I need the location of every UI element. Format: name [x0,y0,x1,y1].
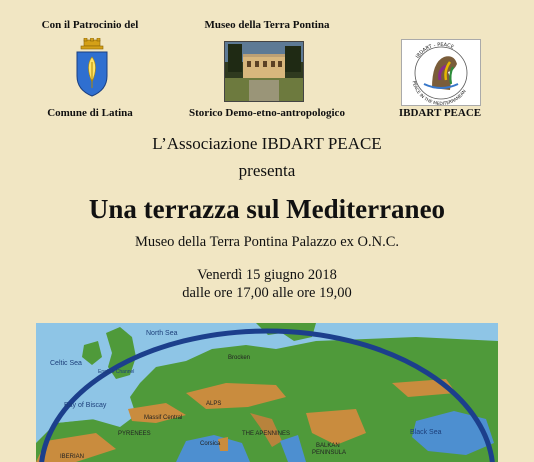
ibdart-logo-top-text: IBDART - PEACE [414,41,455,60]
patron-ibdart-name: IBDART PEACE [398,107,482,119]
patron-latina-heading: Con il Patrocinio del [41,19,139,31]
patron-museum-heading: Museo della Terra Pontina [204,19,330,31]
ibdart-logo-bottom-text: PEACE IN THE MEDITERRANEAN [410,80,468,106]
label-bay-of-biscay: Bay of Biscay [64,402,107,409]
label-pyrenees: PYRENEES [118,431,151,437]
organizer-line: L’Associazione IBDART PEACE [152,134,382,153]
label-black-sea: Black Sea [410,429,442,436]
patron-museum-name: Storico Demo-etno-antropologico [189,107,345,119]
label-corsica: Corsica [200,441,221,447]
label-balkan: BALKAN [316,443,340,449]
europe-map [36,323,498,462]
label-iberian: IBERIAN [60,454,85,460]
event-venue: Museo della Terra Pontina Palazzo ex O.N.C. [134,234,400,250]
event-title: Una terrazza sul Mediterraneo [88,194,446,224]
label-alps: ALPS [206,401,222,407]
ibdart-peace-logo-icon [401,39,481,106]
label-north-sea: North Sea [146,330,178,337]
museum-building-photo [224,41,304,102]
label-celtic-sea: Celtic Sea [50,360,82,367]
latina-coat-of-arms-icon [72,38,112,98]
label-apennines: THE APENNINES [242,431,291,437]
patron-latina-name: Comune di Latina [47,107,133,119]
event-hours: dalle ore 17,00 alle ore 19,00 [182,285,352,301]
event-date: Venerdì 15 giugno 2018 [197,267,337,283]
presents-line: presenta [238,161,296,180]
label-brocken: Brocken [228,355,251,361]
label-peninsula: PENINSULA [312,450,347,456]
label-massif-central: Massif Central [144,415,183,421]
label-english-channel: English Channel [98,369,135,375]
